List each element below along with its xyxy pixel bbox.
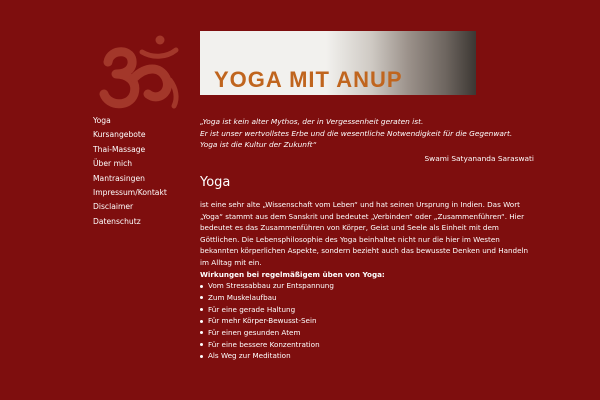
nav-item-yoga[interactable]: Yoga [93, 116, 111, 125]
list-item: Als Weg zur Meditation [200, 350, 534, 362]
nav-item-datenschutz[interactable]: Datenschutz [93, 216, 141, 226]
header-banner [200, 31, 476, 95]
list-item: Für eine gerade Haltung [200, 304, 534, 316]
nav-item-ueber-mich[interactable]: Über mich [93, 159, 133, 169]
nav-item-kursangebote[interactable]: Kursangebote [93, 130, 146, 140]
site-title: YOGA MIT ANUP [214, 67, 403, 92]
quote-line: „Yoga ist kein alter Mythos, der in Vergessenheit geraten ist. [200, 117, 424, 126]
nav-item-mantrasingen[interactable]: Mantrasingen [93, 173, 145, 183]
intro-paragraph: ist eine sehr alte „Wissenschaft vom Leben“ und hat seinen Ursprung in Indien. Das Wort „Yoga“ stammt aus dem Sanskrit und bedeutet „Verbinden“ oder „Zusammenführen“. Hier bedeutet es das Zusammenführen von Körper, Geist und Seele als Einheit mit dem Göttlichen. Die Lebensphilosophie des Yoga beinhaltet nicht nur die hier im Westen bekannten körperlichen Aspekte, sondern bezieht auch das bewusste Denken und Handeln im Alltag mit ein. [200, 200, 529, 267]
nav-item-impressum-kontakt[interactable]: Impressum/Kontakt [93, 187, 167, 197]
page-title: Yoga [200, 175, 231, 190]
effects-list [200, 280, 534, 362]
quote-block [200, 116, 534, 151]
quote-line: Er ist unser wertvollstes Erbe und die wesentliche Notwendigkeit für die Gegenwart. [200, 128, 513, 138]
main-navigation [93, 114, 167, 229]
list-item: Zum Muskelaufbau [200, 292, 534, 304]
list-item: Für einen gesunden Atem [200, 327, 534, 339]
quote-author: Swami Satyananda Saraswati [424, 154, 534, 163]
list-item: Vom Stressabbau zur Entspannung [200, 280, 534, 292]
nav-item-thai-massage[interactable]: Thai-Massage [93, 144, 146, 154]
nav-item-disclaimer[interactable]: Disclaimer [93, 202, 134, 212]
effects-heading: Wirkungen bei regelmäßigem üben von Yoga: [200, 269, 385, 279]
main-content [200, 199, 534, 362]
quote-line: Yoga ist die Kultur der Zukunft“ [200, 140, 317, 150]
om-symbol-icon [96, 28, 188, 112]
list-item: Für mehr Körper-Bewusst-Sein [200, 315, 534, 327]
list-item: Für eine bessere Konzentration [200, 339, 534, 351]
